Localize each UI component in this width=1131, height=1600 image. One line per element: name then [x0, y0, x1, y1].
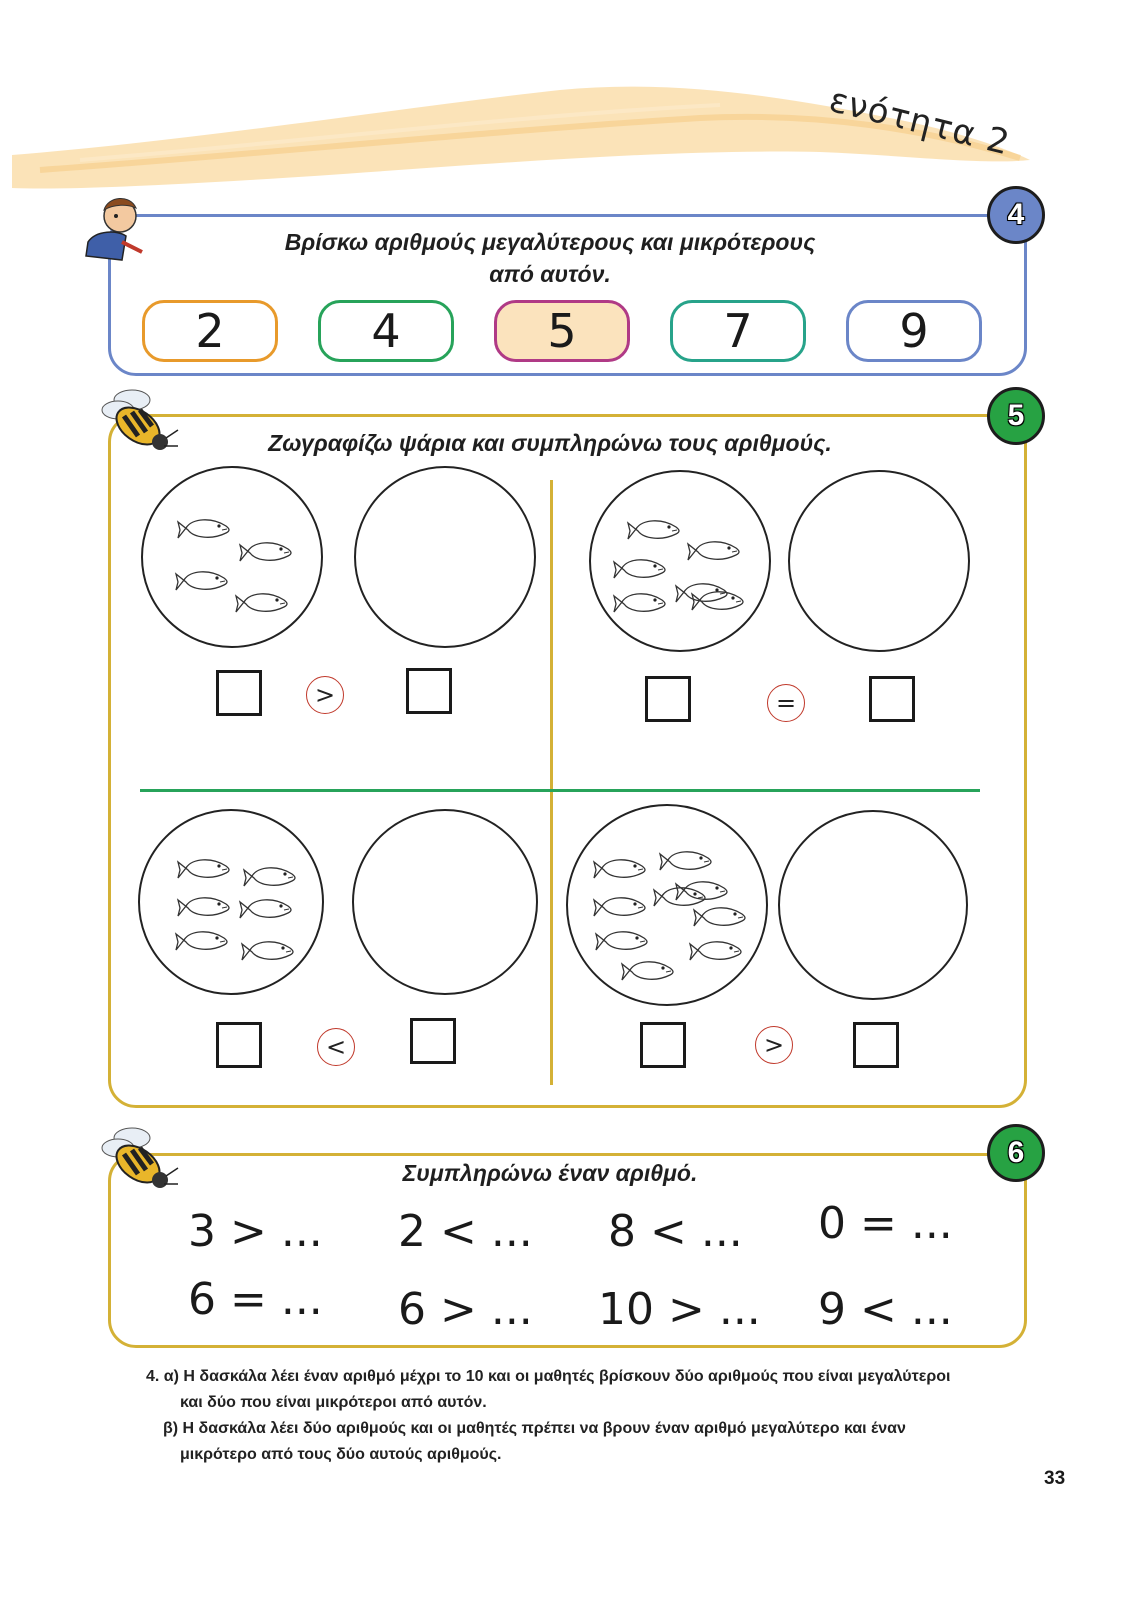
number-box-5: 9 [846, 300, 982, 362]
answer-box-4-right[interactable] [853, 1022, 899, 1068]
inequality-3: 8 < ... [608, 1206, 743, 1257]
inequality-8: 9 < ... [818, 1284, 953, 1335]
quadrant-vertical-divider [550, 480, 553, 1085]
inequality-5: 6 = ... [188, 1274, 323, 1325]
exercise-4-badge: 4 [987, 186, 1045, 244]
bee-icon [98, 384, 182, 456]
unit-title: ενότητα 2 [825, 80, 1015, 164]
teacher-note-line2: και δύο που είναι μικρότεροι από αυτόν. [180, 1394, 487, 1411]
inequality-2: 2 < ... [398, 1206, 533, 1257]
teacher-note-line4: μικρότερο από τους δύο αυτούς αριθμούς. [180, 1446, 502, 1463]
answer-box-2-left[interactable] [645, 676, 691, 722]
comparison-sign-1: > [306, 676, 344, 714]
inequality-1: 3 > ... [188, 1206, 323, 1257]
inequality-7: 10 > ... [598, 1284, 761, 1335]
exercise-4-instruction-line1: Βρίσκω αριθμούς μεγαλύτερους και μικρότερους [284, 229, 816, 255]
inequality-6: 6 > ... [398, 1284, 533, 1335]
comparison-sign-2: = [767, 684, 805, 722]
number-box-3: 5 [494, 300, 630, 362]
number-box-4: 7 [670, 300, 806, 362]
comparison-sign-3: < [317, 1028, 355, 1066]
answer-box-3-right[interactable] [410, 1018, 456, 1064]
answer-box-4-left[interactable] [640, 1022, 686, 1068]
bee-icon-2 [98, 1122, 182, 1194]
answer-box-1-left[interactable] [216, 670, 262, 716]
exercise-4-instruction [200, 226, 900, 290]
page-number: 33 [1044, 1468, 1066, 1489]
teacher-note-line1: 4. α) Η δασκάλα λέει έναν αριθμό μέχρι το 10 και οι μαθητές βρίσκουν δύο αριθμούς που είναι μεγαλύτεροι [146, 1368, 951, 1385]
exercise-5-panel [108, 414, 1027, 1108]
quadrant-horizontal-divider [140, 789, 980, 792]
exercise-6-badge: 6 [987, 1124, 1045, 1182]
exercise-6-instruction: Συμπληρώνω έναν αριθμό. [402, 1160, 698, 1186]
exercise-4-instruction-line2: από αυτόν. [489, 261, 611, 287]
number-box-2: 4 [318, 300, 454, 362]
exercise-5-badge: 5 [987, 387, 1045, 445]
teacher-note-line3: β) Η δασκάλα λέει δύο αριθμούς και οι μαθητές πρέπει να βρουν έναν αριθμό μεγαλύτερο και έναν [163, 1420, 906, 1437]
answer-box-3-left[interactable] [216, 1022, 262, 1068]
inequality-4: 0 = ... [818, 1198, 953, 1249]
number-box-1: 2 [142, 300, 278, 362]
comparison-sign-4: > [755, 1026, 793, 1064]
answer-box-2-right[interactable] [869, 676, 915, 722]
answer-box-1-right[interactable] [406, 668, 452, 714]
exercise-5-instruction: Ζωγραφίζω ψάρια και συμπληρώνω τους αριθμούς. [268, 430, 832, 456]
boy-pointing-icon [78, 190, 148, 270]
